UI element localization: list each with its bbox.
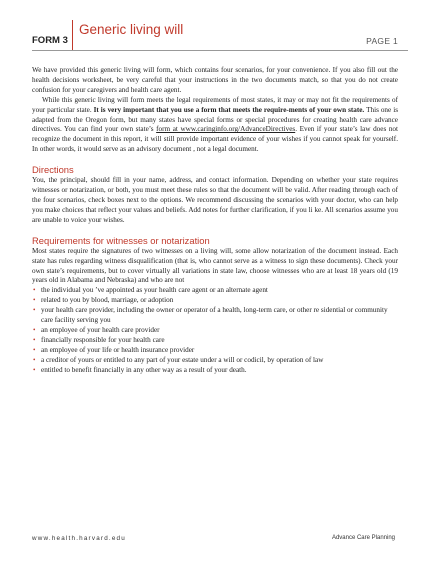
page-header (32, 20, 408, 51)
witness-disqualification-list (32, 286, 398, 375)
requirements-heading: Requirements for witnesses or notarization (32, 234, 210, 246)
directions-heading: Directions (32, 164, 74, 176)
list-item (32, 306, 398, 326)
bullet-icon: • (33, 345, 36, 354)
bullet-icon: • (33, 286, 36, 295)
page-title: Generic living will (79, 22, 184, 37)
bullet-icon: • (33, 325, 36, 334)
list-item (32, 286, 398, 296)
list-item-text: related to you by blood, marriage, or adoption (41, 296, 174, 305)
list-item-text: an employee of your health care provider (41, 325, 160, 334)
title-divider (72, 20, 73, 50)
bullet-icon: • (33, 335, 36, 344)
intro-paragraph-1: We have provided this generic living will form, which contains four scenarios, for your convenience. If you also fill out the health decisions worksheet, be very careful that your instructions in the two documents match, so that you do not create confusion for your caregivers and health care agent. (32, 66, 398, 94)
intro-p2-emphasis: It is very important that you use a form that meets the require-ments of your own state. (93, 105, 365, 114)
document-body (32, 66, 398, 375)
bullet-icon: • (33, 306, 36, 315)
intro-p2-start: While this generic living will form meets the legal requirements of most states, it may or may not fit the requirements of your particular state. (32, 95, 398, 114)
bullet-icon: • (33, 355, 36, 364)
directions-text: You, the principal, should fill in your name, address, and contact information. Depending on whether your state requires witnesses or notarization, or both, you must meet these rules so that the document will be valid. After reading through each of the four scenarios, check boxes next to the options. We recommend discussing the scenarios with your doctor, who can help you make choices that reflect your values and beliefs. Add notes for further clarification, if you li ke. All scenarios assume you are unable to voice your wishes. (32, 176, 398, 224)
intro-p2-end: . Even if your state’s law does not recognize the document in this report, it will still provide important evidence of your wishes if you cannot speak for yourself. In other words, it would serve as an advisory document , not a legal document. (32, 125, 399, 154)
list-item-text: financially responsible for your health care (41, 335, 165, 344)
form-number: FORM 3 (32, 35, 68, 46)
list-item (32, 296, 398, 306)
page-number: PAGE 1 (366, 36, 398, 46)
list-item (32, 336, 398, 346)
bullet-icon: • (33, 296, 36, 305)
list-item (32, 326, 398, 336)
footer-website[interactable]: www.health.harvard.edu (32, 535, 126, 542)
bullet-icon: • (33, 365, 36, 374)
list-item (32, 366, 398, 376)
caringinfo-link[interactable]: form at www.caringinfo.org/AdvanceDirectives (156, 125, 296, 134)
list-item-text: the individual you ’ve appointed as your health care agent or an alternate agent (41, 286, 268, 295)
intro-paragraph-2 (32, 96, 398, 155)
list-item-text: entitled to benefit financially in any other way as a result of your death. (41, 365, 247, 374)
list-item-text: an employee of your life or health insurance provider (41, 345, 195, 354)
list-item (32, 356, 398, 366)
list-item-text: your health care provider, including the owner or operator of a health, long-term care, or other re sidential or community care facility serving you (41, 306, 388, 325)
intro-p2-middle: This one is adapted from the Oregon form, but many states have special forms or special procedures for creating health care advance directives. You can find your own state’s (32, 105, 398, 134)
requirements-text: Most states require the signatures of two witnesses on a living will, some allow notarization of the document instead. Each state has rules regarding witness disqualification (that is, who cannot serve as a witness to sign these documents). Check your own state’s requirements, but to cover virtually all variations in state law, choose witnesses who are at least 18 years old (19 years old in Alabama and Nebraska) and who are not (32, 246, 398, 285)
footer-section-name: Advance Care Planning (331, 535, 395, 541)
list-item (32, 346, 398, 356)
list-item-text: a creditor of yours or entitled to any part of your estate under a will or codicil, by operation of law (41, 355, 324, 364)
